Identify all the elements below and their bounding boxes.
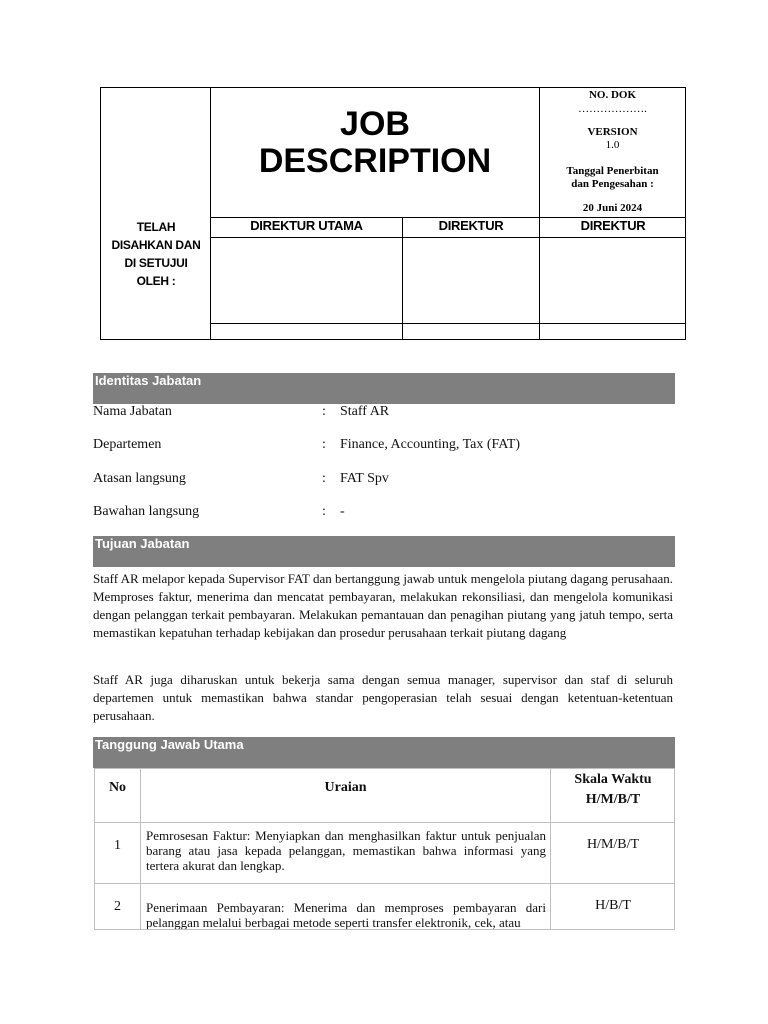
field-value: Staff AR bbox=[340, 404, 390, 419]
purpose-paragraph: Staff AR melapor kepada Supervisor FAT dan bertanggung jawab untuk mengelola piutang dagang perusahaan. Memproses faktur, menerima dan mencatat pembayaran, melakukan rekonsiliasi, dan mengelola komunikasi dengan pelanggan terkait pembayaran. Melakukan pemantauan dan penagihan piutang yang jatuh tempo, serta memastikan kepatuhan terhadap kebijakan dan prosedur perusahaan terkait piutang dagang bbox=[93, 571, 673, 640]
column-header-uraian: Uraian bbox=[324, 780, 367, 795]
version-value: 1.0 bbox=[605, 139, 620, 151]
field-value: FAT Spv bbox=[340, 471, 389, 486]
approval-line: DI SETUJUI bbox=[124, 256, 188, 270]
section-heading-tanggung-jawab: Tanggung Jawab Utama bbox=[93, 737, 675, 768]
approval-line: DISAHKAN DAN bbox=[111, 238, 201, 252]
approver-column-header: DIREKTUR bbox=[580, 218, 646, 233]
page-title bbox=[211, 106, 539, 180]
row-number: 2 bbox=[114, 899, 121, 914]
column-header-line: Skala Waktu bbox=[574, 772, 652, 787]
divider bbox=[210, 323, 685, 324]
divider bbox=[402, 217, 403, 339]
purpose-paragraph: Staff AR juga diharuskan untuk bekerja sama dengan semua manager, supervisor dan staf di seluruh departemen untuk memastikan bahwa standar pengoperasian telah sesuai dengan ketentuan-ketentuan perusahaan. bbox=[93, 672, 673, 723]
field-colon: : bbox=[322, 504, 326, 519]
version-label: VERSION bbox=[587, 126, 638, 138]
field-value: - bbox=[340, 504, 345, 519]
field-colon: : bbox=[322, 437, 326, 452]
time-scale: H/B/T bbox=[595, 898, 631, 913]
field-label: Departemen bbox=[93, 437, 162, 452]
approval-label bbox=[101, 218, 211, 290]
field-label: Bawahan langsung bbox=[93, 504, 200, 519]
column-header-skala bbox=[551, 770, 675, 810]
field-colon: : bbox=[322, 404, 326, 419]
column-header-no: No bbox=[108, 780, 127, 795]
time-scale: H/M/B/T bbox=[586, 837, 640, 852]
issue-date-label: dan Pengesahan : bbox=[571, 178, 654, 190]
title-line: DESCRIPTION bbox=[258, 142, 492, 180]
section-heading-identitas: Identitas Jabatan bbox=[93, 373, 675, 404]
doc-no-label: NO. DOK bbox=[588, 89, 637, 101]
approval-line: OLEH : bbox=[136, 274, 176, 288]
approval-line: TELAH bbox=[136, 220, 176, 234]
divider bbox=[95, 883, 674, 884]
approver-column-header: DIREKTUR bbox=[438, 218, 504, 233]
column-header-line: H/M/B/T bbox=[585, 792, 641, 807]
responsibility-description: Pemrosesan Faktur: Menyiapkan dan menghasilkan faktur untuk penjualan barang atau jasa kepada pelanggan, memastikan bahwa informasi yang tertera akurat dan lengkap. bbox=[146, 828, 546, 873]
responsibility-description: Penerimaan Pembayaran: Menerima dan memproses pembayaran dari pelanggan melalui berbagai metode seperti transfer elektronik, cek, atau bbox=[146, 900, 546, 929]
title-line: JOB bbox=[340, 105, 410, 143]
row-number: 1 bbox=[114, 838, 121, 853]
field-value: Finance, Accounting, Tax (FAT) bbox=[340, 437, 521, 452]
divider bbox=[210, 237, 685, 238]
approver-column-header: DIREKTUR UTAMA bbox=[250, 218, 363, 233]
section-heading-tujuan: Tujuan Jabatan bbox=[93, 536, 675, 567]
issue-date-label: Tanggal Penerbitan bbox=[566, 165, 659, 177]
divider bbox=[95, 822, 674, 823]
doc-no-value: ………………. bbox=[578, 103, 647, 115]
responsibilities-table bbox=[94, 768, 675, 930]
field-colon: : bbox=[322, 471, 326, 486]
field-label: Atasan langsung bbox=[93, 471, 186, 486]
document-header-table bbox=[100, 87, 686, 340]
field-label: Nama Jabatan bbox=[93, 404, 172, 419]
issue-date-value: 20 Juni 2024 bbox=[582, 202, 643, 214]
